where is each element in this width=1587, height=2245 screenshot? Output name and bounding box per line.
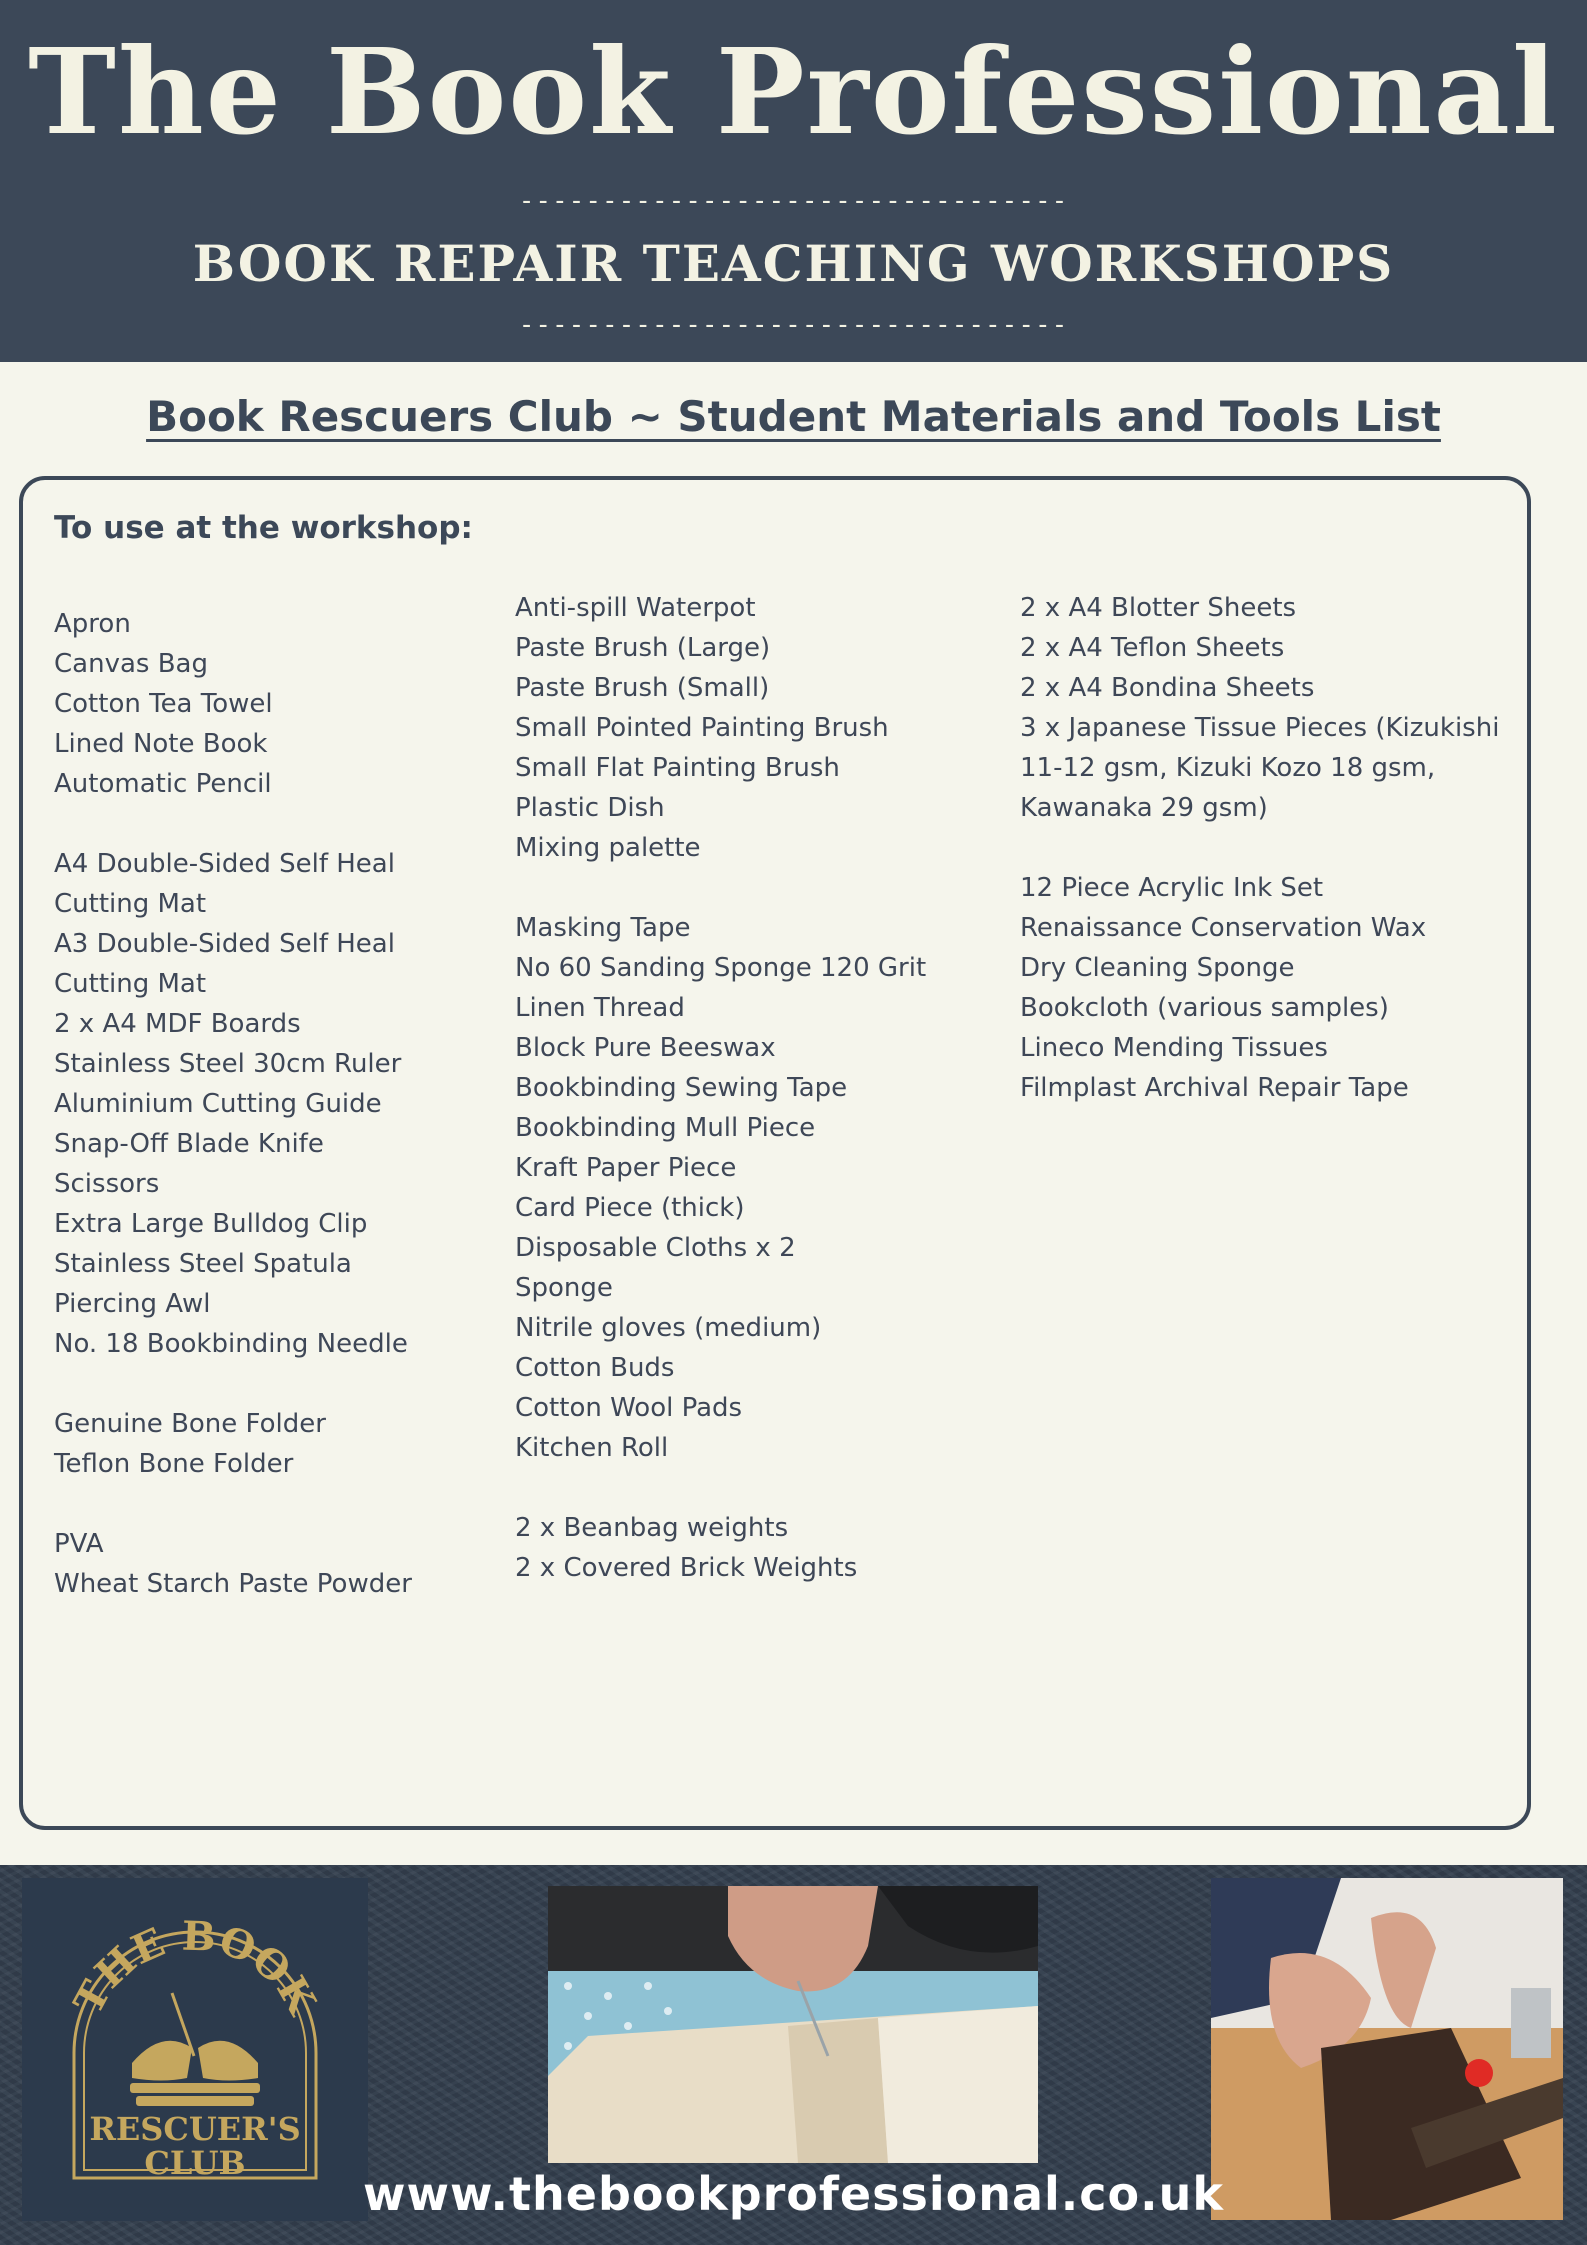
material-item: Nitrile gloves (medium) — [515, 1313, 822, 1343]
materials-column-3 — [1020, 588, 1499, 1108]
workshop-subtitle: BOOK REPAIR TEACHING WORKSHOPS — [192, 234, 1395, 293]
material-item: Masking Tape — [515, 913, 691, 943]
material-item: 2 x A4 Bondina Sheets — [1020, 673, 1315, 703]
material-item: Cotton Tea Towel — [54, 689, 273, 719]
material-item: Extra Large Bulldog Clip — [54, 1209, 368, 1239]
material-item: Bookcloth (various samples) — [1020, 993, 1389, 1023]
material-item: Apron — [54, 609, 131, 639]
footer-band — [0, 1865, 1587, 2245]
material-item: 3 x Japanese Tissue Pieces (Kizukishi — [1020, 713, 1500, 743]
material-item: Bookbinding Sewing Tape — [515, 1073, 848, 1103]
list-spacer — [54, 1364, 412, 1404]
material-item: Bookbinding Mull Piece — [515, 1113, 816, 1143]
website-url: www.thebookprofessional.co.uk — [363, 2167, 1224, 2221]
list-spacer — [1020, 828, 1499, 868]
logo-text-rescuers: RESCUER'S — [89, 2110, 301, 2148]
material-item: Cotton Buds — [515, 1353, 675, 1383]
material-item: Kraft Paper Piece — [515, 1153, 737, 1183]
material-item: Cutting Mat — [54, 969, 207, 999]
dash-divider-bottom: --------------------------------- — [518, 310, 1069, 340]
materials-panel — [19, 476, 1531, 1830]
material-item: Wheat Starch Paste Powder — [54, 1569, 412, 1599]
material-item: Dry Cleaning Sponge — [1020, 953, 1295, 983]
materials-column-1 — [54, 604, 412, 1604]
material-item: Linen Thread — [515, 993, 685, 1023]
material-item: Kawanaka 29 gsm) — [1020, 793, 1268, 823]
material-item: Anti-spill Waterpot — [515, 593, 756, 623]
material-item: Renaissance Conservation Wax — [1020, 913, 1427, 943]
material-item: Automatic Pencil — [54, 769, 272, 799]
material-item: Aluminium Cutting Guide — [54, 1089, 382, 1119]
material-item: Genuine Bone Folder — [54, 1409, 326, 1439]
material-item: Snap-Off Blade Knife — [54, 1129, 324, 1159]
material-item: Block Pure Beeswax — [515, 1033, 776, 1063]
list-spacer — [515, 868, 926, 908]
material-item: Disposable Cloths x 2 — [515, 1233, 796, 1263]
material-item: Scissors — [54, 1169, 160, 1199]
photo-hands-repairing-book-icon — [548, 1886, 1038, 2163]
material-item: Small Pointed Painting Brush — [515, 713, 889, 743]
material-item: 11-12 gsm, Kizuki Kozo 18 gsm, — [1020, 753, 1436, 783]
material-item: Canvas Bag — [54, 649, 208, 679]
material-item: Cutting Mat — [54, 889, 207, 919]
material-item: 2 x Beanbag weights — [515, 1513, 789, 1543]
list-spacer — [54, 1484, 412, 1524]
material-item: Kitchen Roll — [515, 1433, 669, 1463]
material-item: No 60 Sanding Sponge 120 Grit — [515, 953, 927, 983]
materials-column-2 — [515, 588, 926, 1588]
list-spacer — [54, 804, 412, 844]
material-item: Paste Brush (Large) — [515, 633, 771, 663]
brand-title: The Book Professional — [28, 22, 1559, 161]
dash-divider-top: --------------------------------- — [518, 186, 1069, 216]
material-item: 2 x A4 MDF Boards — [54, 1009, 301, 1039]
material-item: 2 x Covered Brick Weights — [515, 1553, 858, 1583]
material-item: Card Piece (thick) — [515, 1193, 745, 1223]
svg-text:THE BOOK: THE BOOK — [64, 1912, 326, 2022]
material-item: Plastic Dish — [515, 793, 665, 823]
material-item: Small Flat Painting Brush — [515, 753, 840, 783]
material-item: Stainless Steel Spatula — [54, 1249, 352, 1279]
material-item: Cotton Wool Pads — [515, 1393, 743, 1423]
material-item: Lineco Mending Tissues — [1020, 1033, 1328, 1063]
material-item: 2 x A4 Teflon Sheets — [1020, 633, 1285, 663]
list-spacer — [515, 1468, 926, 1508]
material-item: PVA — [54, 1529, 104, 1559]
document-title: Book Rescuers Club ~ Student Materials and Tools List — [146, 392, 1441, 441]
material-item: A3 Double-Sided Self Heal — [54, 929, 395, 959]
material-item: Filmplast Archival Repair Tape — [1020, 1073, 1409, 1103]
workshop-photo-repair — [548, 1886, 1038, 2163]
material-item: Teflon Bone Folder — [54, 1449, 294, 1479]
header-banner — [0, 0, 1587, 362]
material-item: Lined Note Book — [54, 729, 268, 759]
material-item: Piercing Awl — [54, 1289, 211, 1319]
material-item: A4 Double-Sided Self Heal — [54, 849, 395, 879]
material-item: Paste Brush (Small) — [515, 673, 770, 703]
material-item: 2 x A4 Blotter Sheets — [1020, 593, 1297, 623]
material-item: 12 Piece Acrylic Ink Set — [1020, 873, 1324, 903]
material-item: No. 18 Bookbinding Needle — [54, 1329, 408, 1359]
material-item: Stainless Steel 30cm Ruler — [54, 1049, 402, 1079]
material-item: Mixing palette — [515, 833, 701, 863]
material-item: Sponge — [515, 1273, 613, 1303]
panel-heading: To use at the workshop: — [54, 510, 473, 546]
logo-text-club: CLUB — [144, 2144, 246, 2182]
